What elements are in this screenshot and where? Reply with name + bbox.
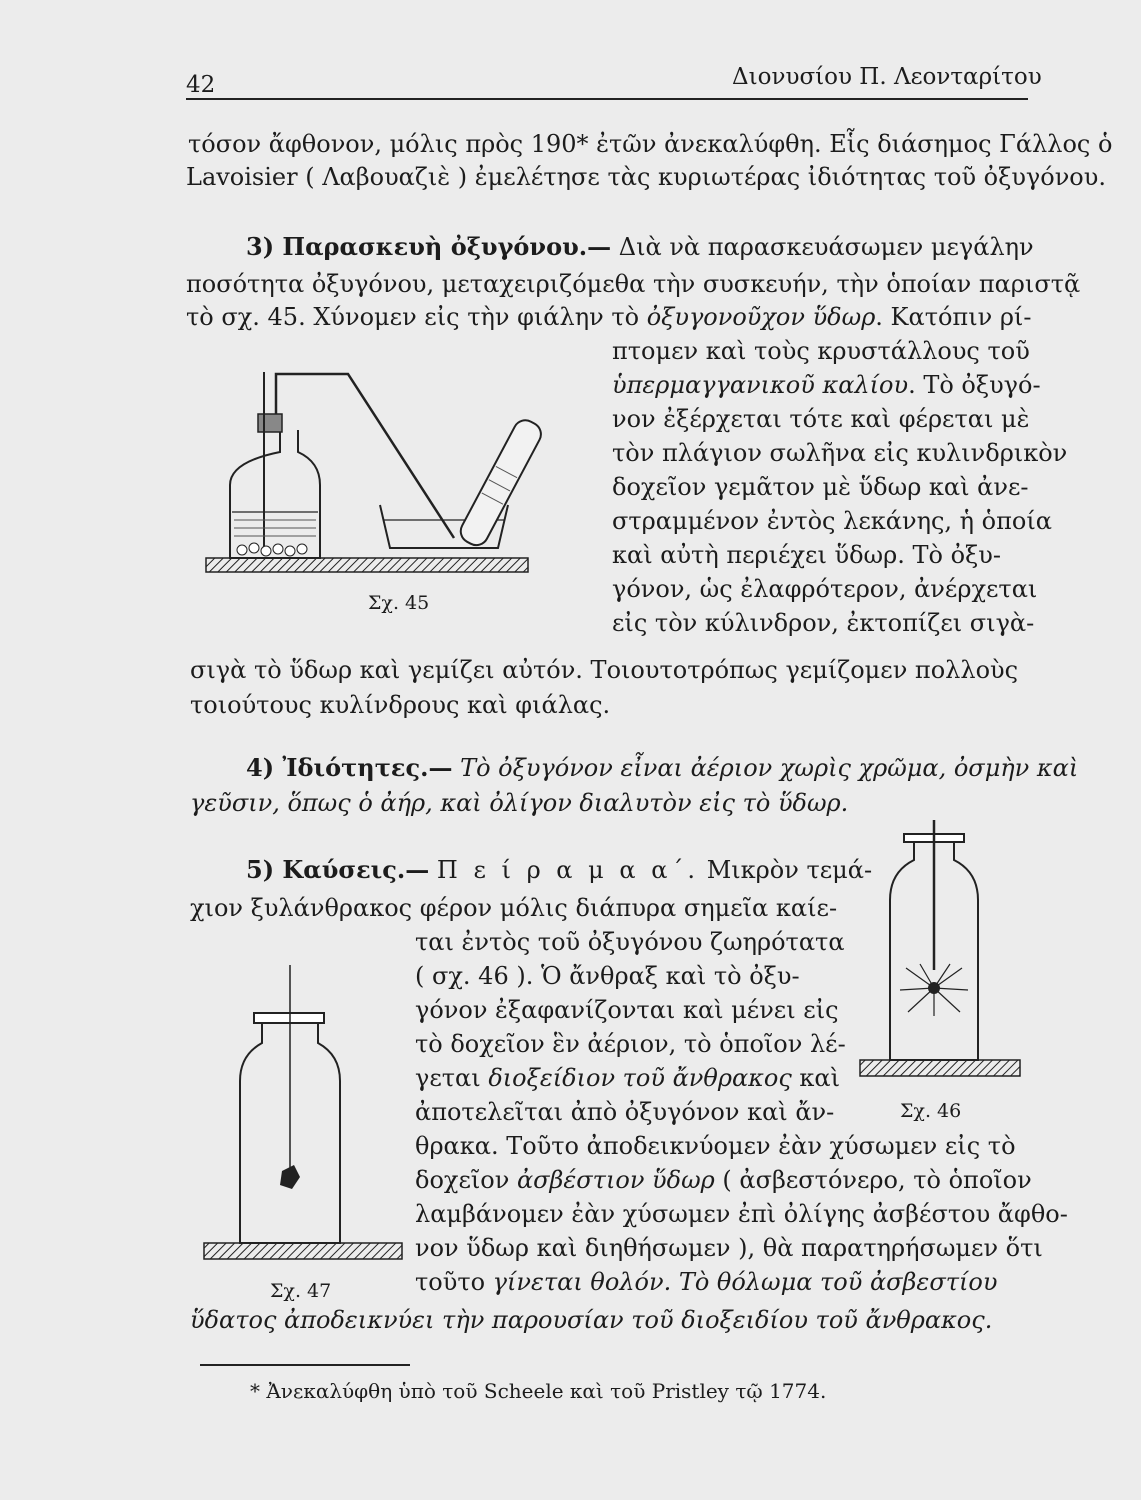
s3-line3-c: . Κατόπιν ρί- <box>875 303 1032 331</box>
section-3-heading: 3) Παρασκευὴ ὀξυγόνου.— <box>246 232 612 261</box>
section-5-line-12: νον ὕδωρ καὶ διηθήσωμεν ), θὰ παρατηρήσωμεν ὅτι <box>415 1234 1043 1262</box>
wrap-line-3: νον ἐξέρχεται τότε καὶ φέρεται μὲ <box>612 405 1030 433</box>
fig45-crystals <box>237 543 307 556</box>
fig45-water-hatching <box>234 520 316 536</box>
section-5-line-11: λαμβάνομεν ἐὰν χύσωμεν ἐπὶ ὀλίγης ἀσβέστου ἄφθο- <box>415 1200 1068 1228</box>
section-5-line-9: θρακα. Τοῦτο ἀποδεικνύομεν ἐὰν χύσωμεν εἰς τὸ <box>415 1132 1016 1160</box>
fig45-cylinder <box>457 416 546 549</box>
footnote: * Ἀνεκαλύφθη ὑπὸ τοῦ Scheele καὶ τοῦ Pristley τῷ 1774. <box>250 1379 827 1403</box>
footnote-rule <box>200 1364 410 1366</box>
section-3-full-2: τοιούτους κυλίνδρους καὶ φιάλας. <box>190 691 611 719</box>
wrap-line-9: εἰς τὸν κύλινδρον, ἐκτοπίζει σιγὰ- <box>612 609 1035 637</box>
figure-47-jar <box>198 965 408 1265</box>
section-5-line-5: γόνον ἐξαφανίζονται καὶ μένει εἰς <box>415 996 839 1024</box>
section-5-line-7 <box>415 1063 840 1093</box>
section-5-line-3: ται ἐντὸς τοῦ ὀξυγόνου ζωηρότατα <box>415 928 845 956</box>
page-number: 42 <box>186 72 216 98</box>
s5-l10-c: ( ἀσβεστόνερο, τὸ ὁποῖον <box>714 1166 1032 1194</box>
section-5-line-1 <box>246 855 872 885</box>
section-4-text: Τὸ ὀξυγόνον εἶναι ἀέριον χωρὶς χρῶμα, ὀσμὴν καὶ <box>460 754 1079 782</box>
intro-line-2: Lavoisier ( Λαβουαζιὲ ) ἐμελέτησε τὰς κυριωτέρας ἰδιότητας τοῦ ὀξυγόνου. <box>186 163 1106 191</box>
figure-47-caption: Σχ. 47 <box>270 1280 332 1302</box>
s5-l7-c: καὶ <box>791 1064 841 1092</box>
section-5-first: Μικρὸν τεμά- <box>706 856 873 884</box>
intro-line-1: τόσον ἄφθονον, μόλις πρὸς 190* ἐτῶν ἀνεκαλύφθη. Εἷς διάσημος Γάλλος ὁ <box>188 130 1113 158</box>
section-5-line-2: χιον ξυλάνθρακος φέρον μόλις διάπυρα σημεῖα καίε- <box>190 894 838 922</box>
wrap-line-6: στραμμένον ἐντὸς λεκάνης, ἡ ὁποία <box>612 507 1052 535</box>
s3-term-oxygenated-water: ὀξυγονοῦχον ὕδωρ <box>646 303 876 331</box>
section-5-line-4: ( σχ. 46 ). Ὁ ἄνθραξ καὶ τὸ ὀξυ- <box>415 962 800 990</box>
fig47-coal <box>280 1165 300 1189</box>
s5-l13-a: τοῦτο <box>415 1268 493 1296</box>
wrap-line-8: γόνον, ὡς ἐλαφρότερον, ἀνέρχεται <box>612 575 1038 603</box>
section-3-line-3 <box>186 302 1031 332</box>
wrap-line-5: δοχεῖον γεμᾶτον μὲ ὕδωρ καὶ ἀνε- <box>612 473 1029 501</box>
s5-l13-b: γίνεται θολόν. Τὸ θόλωμα τοῦ ἀσβεστίου <box>492 1268 998 1296</box>
fig46-stand <box>860 1060 1020 1076</box>
section-5-line-13 <box>415 1267 997 1297</box>
figure-46-caption: Σχ. 46 <box>900 1100 962 1122</box>
fig45-flask <box>230 430 320 558</box>
fig47-stand <box>204 1243 402 1259</box>
figure-46-burning-jar <box>850 820 1030 1080</box>
wrap-line-1: πτομεν καὶ τοὺς κρυστάλλους τοῦ <box>612 337 1030 365</box>
s3-term-permanganate: ὑπερμαγγανικοῦ καλίου <box>612 371 909 399</box>
section-5-line-10 <box>415 1165 1032 1195</box>
wrap-line-7: καὶ αὐτὴ περιέχει ὕδωρ. Τὸ ὀξυ- <box>612 541 1001 569</box>
s5-l7-a: γεται <box>415 1064 489 1092</box>
figure-45-caption: Σχ. 45 <box>368 592 430 614</box>
section-4-heading: 4) Ἰδιότητες.— <box>246 753 453 782</box>
section-5-line-14: ὕδατος ἀποδεικνύει τὴν παρουσίαν τοῦ διοξειδίου τοῦ ἄνθρακος. <box>190 1306 993 1334</box>
s5-term-limewater: ἀσβέστιον ὕδωρ <box>516 1166 715 1194</box>
header-rule <box>186 98 1028 100</box>
section-5-line-6: τὸ δοχεῖον ἓν ἀέριον, τὸ ὁποῖον λέ- <box>415 1030 846 1058</box>
fig45-base-plate <box>206 558 528 572</box>
fig45-stopper <box>258 414 282 432</box>
fig46-coal <box>928 982 940 994</box>
section-4-line-2: γεῦσιν, ὅπως ὁ ἀήρ, καὶ ὀλίγον διαλυτὸν εἰς τὸ ὕδωρ. <box>190 789 849 817</box>
wrap-line-2 <box>612 370 1041 400</box>
fig45-delivery-tube <box>276 374 454 538</box>
section-5-heading: 5) Καύσεις.— <box>246 855 430 884</box>
figure-45-apparatus <box>200 360 540 580</box>
fig47-lid <box>254 1013 324 1023</box>
section-3-line-1 <box>246 232 1034 262</box>
section-3-first: Διὰ νὰ παρασκευάσωμεν μεγάλην <box>618 233 1034 261</box>
s3-wrap2-b: . Τὸ ὀξυγό- <box>908 371 1041 399</box>
section-3-full-1: σιγὰ τὸ ὕδωρ καὶ γεμίζει αὐτόν. Τοιουτοτρόπως γεμίζομεν πολλοὺς <box>190 656 1019 684</box>
wrap-line-4: τὸν πλάγιον σωλῆνα εἰς κυλινδρικὸν <box>612 439 1068 467</box>
s5-term-co2: διοξείδιον τοῦ ἄνθρακος <box>488 1064 792 1092</box>
running-header-author: Διονυσίου Π. Λεονταρίτου <box>732 64 1042 90</box>
section-5-line-8: ἀποτελεῖται ἀπὸ ὀξυγόνον καὶ ἄν- <box>415 1098 835 1126</box>
section-4-line-1 <box>246 753 1078 783</box>
section-3-line-2: ποσότητα ὀξυγόνου, μεταχειριζόμεθα τὴν συσκευήν, τὴν ὁποίαν παριστᾷ <box>186 270 1081 298</box>
s3-line3-a: τὸ σχ. 45. Χύνομεν εἰς τὴν φιάλην τὸ <box>186 303 647 331</box>
s5-l10-a: δοχεῖον <box>415 1166 517 1194</box>
experiment-label: Π ε ί ρ α μ α α΄. <box>436 856 700 884</box>
